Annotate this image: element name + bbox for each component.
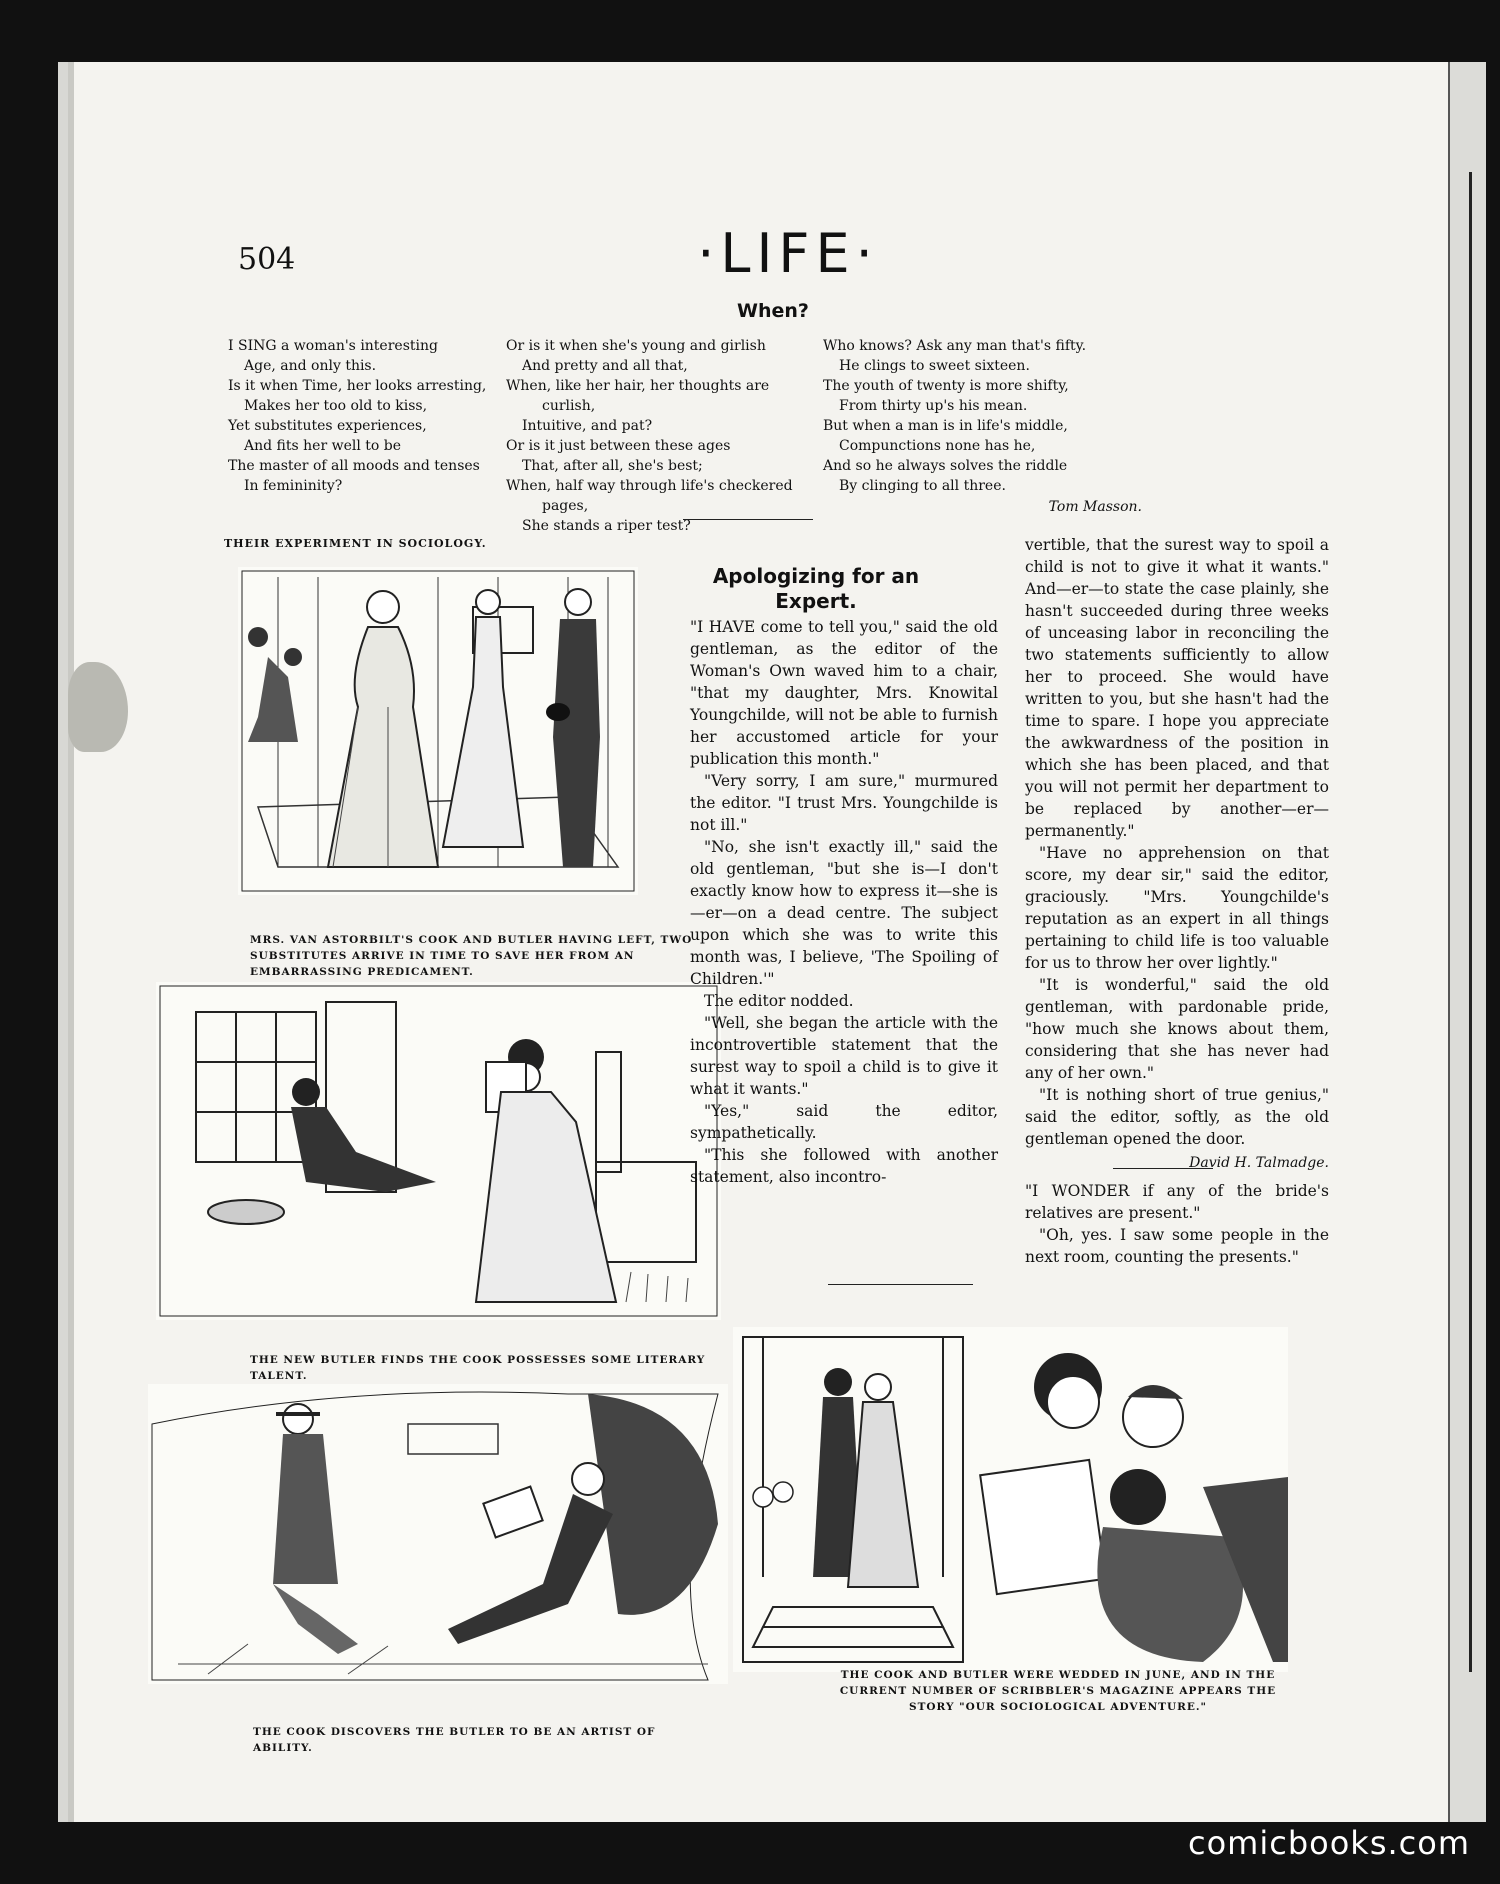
kitchen-scene-drawing — [156, 982, 721, 1320]
poem-line: He clings to sweet sixteen. — [839, 358, 1030, 374]
poem-line: In femininity? — [244, 478, 343, 494]
poem-line: The youth of twenty is more shifty, — [823, 378, 1069, 394]
parlor-scene-drawing — [238, 567, 638, 895]
wedding-scene-drawing — [733, 1327, 1288, 1672]
next-page-edge — [1448, 62, 1486, 1822]
caption-panel-4: THE COOK AND BUTLER WERE WEDDED IN JUNE, AND IN THE CURRENT NUMBER OF SCRIBBLER'S MAGAZINE APPEARS THE STORY "OUR SOCIOLOGICAL ADVENTURE." — [839, 1669, 1277, 1713]
poem-line: But when a man is in life's middle, — [823, 418, 1068, 434]
page-tear — [68, 662, 128, 752]
article-paragraph: "No, she isn't exactly ill," said the old gentleman, "but she is—I don't exactly know how to express it—she is—er—on a dead centre. The subject upon which she was to write this month was, I believe, 'The Spoiling of Children.'" — [690, 838, 998, 988]
poem-column-3 — [823, 336, 1123, 496]
poem-line: And so he always solves the riddle — [823, 458, 1068, 474]
illustration-panel-4 — [733, 1327, 1288, 1672]
poem-line: Intuitive, and pat? — [522, 418, 653, 434]
poem-line: That, after all, she's best; — [522, 458, 703, 474]
poem-line: And fits her well to be — [244, 438, 402, 454]
poem-line: curlish, — [542, 398, 596, 414]
artist-scene-drawing — [148, 1384, 728, 1684]
article-byline: David H. Talmadge. — [1189, 1155, 1329, 1171]
poem-line: The master of all moods and tenses — [228, 458, 480, 474]
poem-line: I SING a woman's interesting — [228, 338, 438, 354]
poem-line: Is it when Time, her looks arresting, — [228, 378, 487, 394]
poem-column-2 — [506, 336, 846, 536]
illustration-panel-2 — [156, 982, 721, 1320]
magazine-page — [58, 62, 1486, 1822]
poem-line: Yet substitutes experiences, — [228, 418, 427, 434]
poem-line: And pretty and all that, — [522, 358, 688, 374]
article-paragraph: "Well, she began the article with the incontrovertible statement that the surest way to spoil a child is to give it what it wants." — [690, 1014, 998, 1098]
rule-under-poem — [683, 519, 813, 520]
caption-panel-2: THE NEW BUTLER FINDS THE COOK POSSESSES SOME LITERARY TALENT. — [250, 1354, 706, 1382]
joke-line-1: "I WONDER if any of the bride's relatives are present." — [1025, 1182, 1329, 1222]
poem-line: She stands a riper test? — [522, 518, 691, 534]
poem-line: Or is it when she's young and girlish — [506, 338, 766, 354]
poem-line: When, half way through life's checkered — [506, 478, 793, 494]
article-paragraph: "I HAVE come to tell you," said the old gentleman, as the editor of the Woman's Own waved him to a chair, "that my daughter, Mrs. Knowital Youngchilde, will not be able to furnish her accustomed article for your publication this month." — [690, 618, 998, 768]
article-paragraph: "Very sorry, I am sure," murmured the editor. "I trust Mrs. Youngchilde is not ill." — [690, 772, 998, 834]
poem-line: pages, — [542, 498, 589, 514]
cartoon-heading: THEIR EXPERIMENT IN SOCIOLOGY. — [224, 537, 487, 550]
poem-title: When? — [737, 300, 809, 322]
article-paragraph: "This she followed with another statement, also incontro- — [690, 1146, 998, 1186]
poem-line: By clinging to all three. — [839, 478, 1006, 494]
joke — [1025, 1180, 1329, 1268]
article-paragraph: The editor nodded. — [704, 992, 854, 1010]
illustration-panel-3 — [148, 1384, 728, 1684]
article-paragraph: "Have no apprehension on that score, my dear sir," said the editor, graciously. "Mrs. Youngchilde's reputation as an expert in all things pertaining to child life is too valuable for us to throw her over lightly." — [1025, 844, 1329, 972]
caption-panel-3: THE COOK DISCOVERS THE BUTLER TO BE AN ARTIST OF ABILITY. — [253, 1726, 656, 1754]
article-column-left — [690, 616, 998, 1188]
poem-column-1 — [228, 336, 518, 496]
poem-line: From thirty up's his mean. — [839, 398, 1028, 414]
caption-panel-1: MRS. VAN ASTORBILT'S COOK AND BUTLER HAVING LEFT, TWO SUBSTITUTES ARRIVE IN TIME TO SAVE HER FROM AN EMBARRASSING PREDICAMENT. — [250, 934, 693, 978]
page-spine — [68, 62, 74, 1822]
next-page-edge-line — [1463, 172, 1472, 1672]
poem-line: When, like her hair, her thoughts are — [506, 378, 770, 394]
article-paragraph: "It is nothing short of true genius," said the editor, softly, as the old gentleman opened the door. — [1025, 1086, 1329, 1148]
masthead: ·LIFE· — [697, 222, 879, 285]
poem-line: Compunctions none has he, — [839, 438, 1036, 454]
article-paragraph: "It is wonderful," said the old gentleman, with pardonable pride, "how much she knows about them, considering that she has never had any of her own." — [1025, 976, 1329, 1082]
poem-line: Or is it just between these ages — [506, 438, 731, 454]
article-column-right — [1025, 534, 1329, 1174]
poem-byline: Tom Masson. — [1048, 499, 1142, 515]
rule-under-joke — [828, 1284, 973, 1285]
article-title: Apologizing for an Expert. — [712, 564, 920, 613]
joke-line-2: "Oh, yes. I saw some people in the next room, counting the presents." — [1025, 1226, 1329, 1266]
illustration-panel-1 — [238, 567, 638, 895]
page-number: 504 — [238, 242, 296, 277]
poem-line: Makes her too old to kiss, — [244, 398, 428, 414]
watermark: comicbooks.com — [1187, 1824, 1470, 1862]
poem-line: Age, and only this. — [244, 358, 377, 374]
poem-line: Who knows? Ask any man that's fifty. — [823, 338, 1087, 354]
article-paragraph: vertible, that the surest way to spoil a child is not to give it what it wants." And—er—to state the case plainly, she hasn't succeeded during three weeks of unceasing labor in reconciling the two statements sufficiently to allow her to proceed. She would have written to you, but she hasn't had the time to spare. I hope you appreciate the awkwardness of the position in which she has been placed, and that you will not permit her department to be replaced by another—er—permanently." — [1025, 536, 1329, 840]
article-paragraph: "Yes," said the editor, sympathetically. — [690, 1102, 998, 1142]
